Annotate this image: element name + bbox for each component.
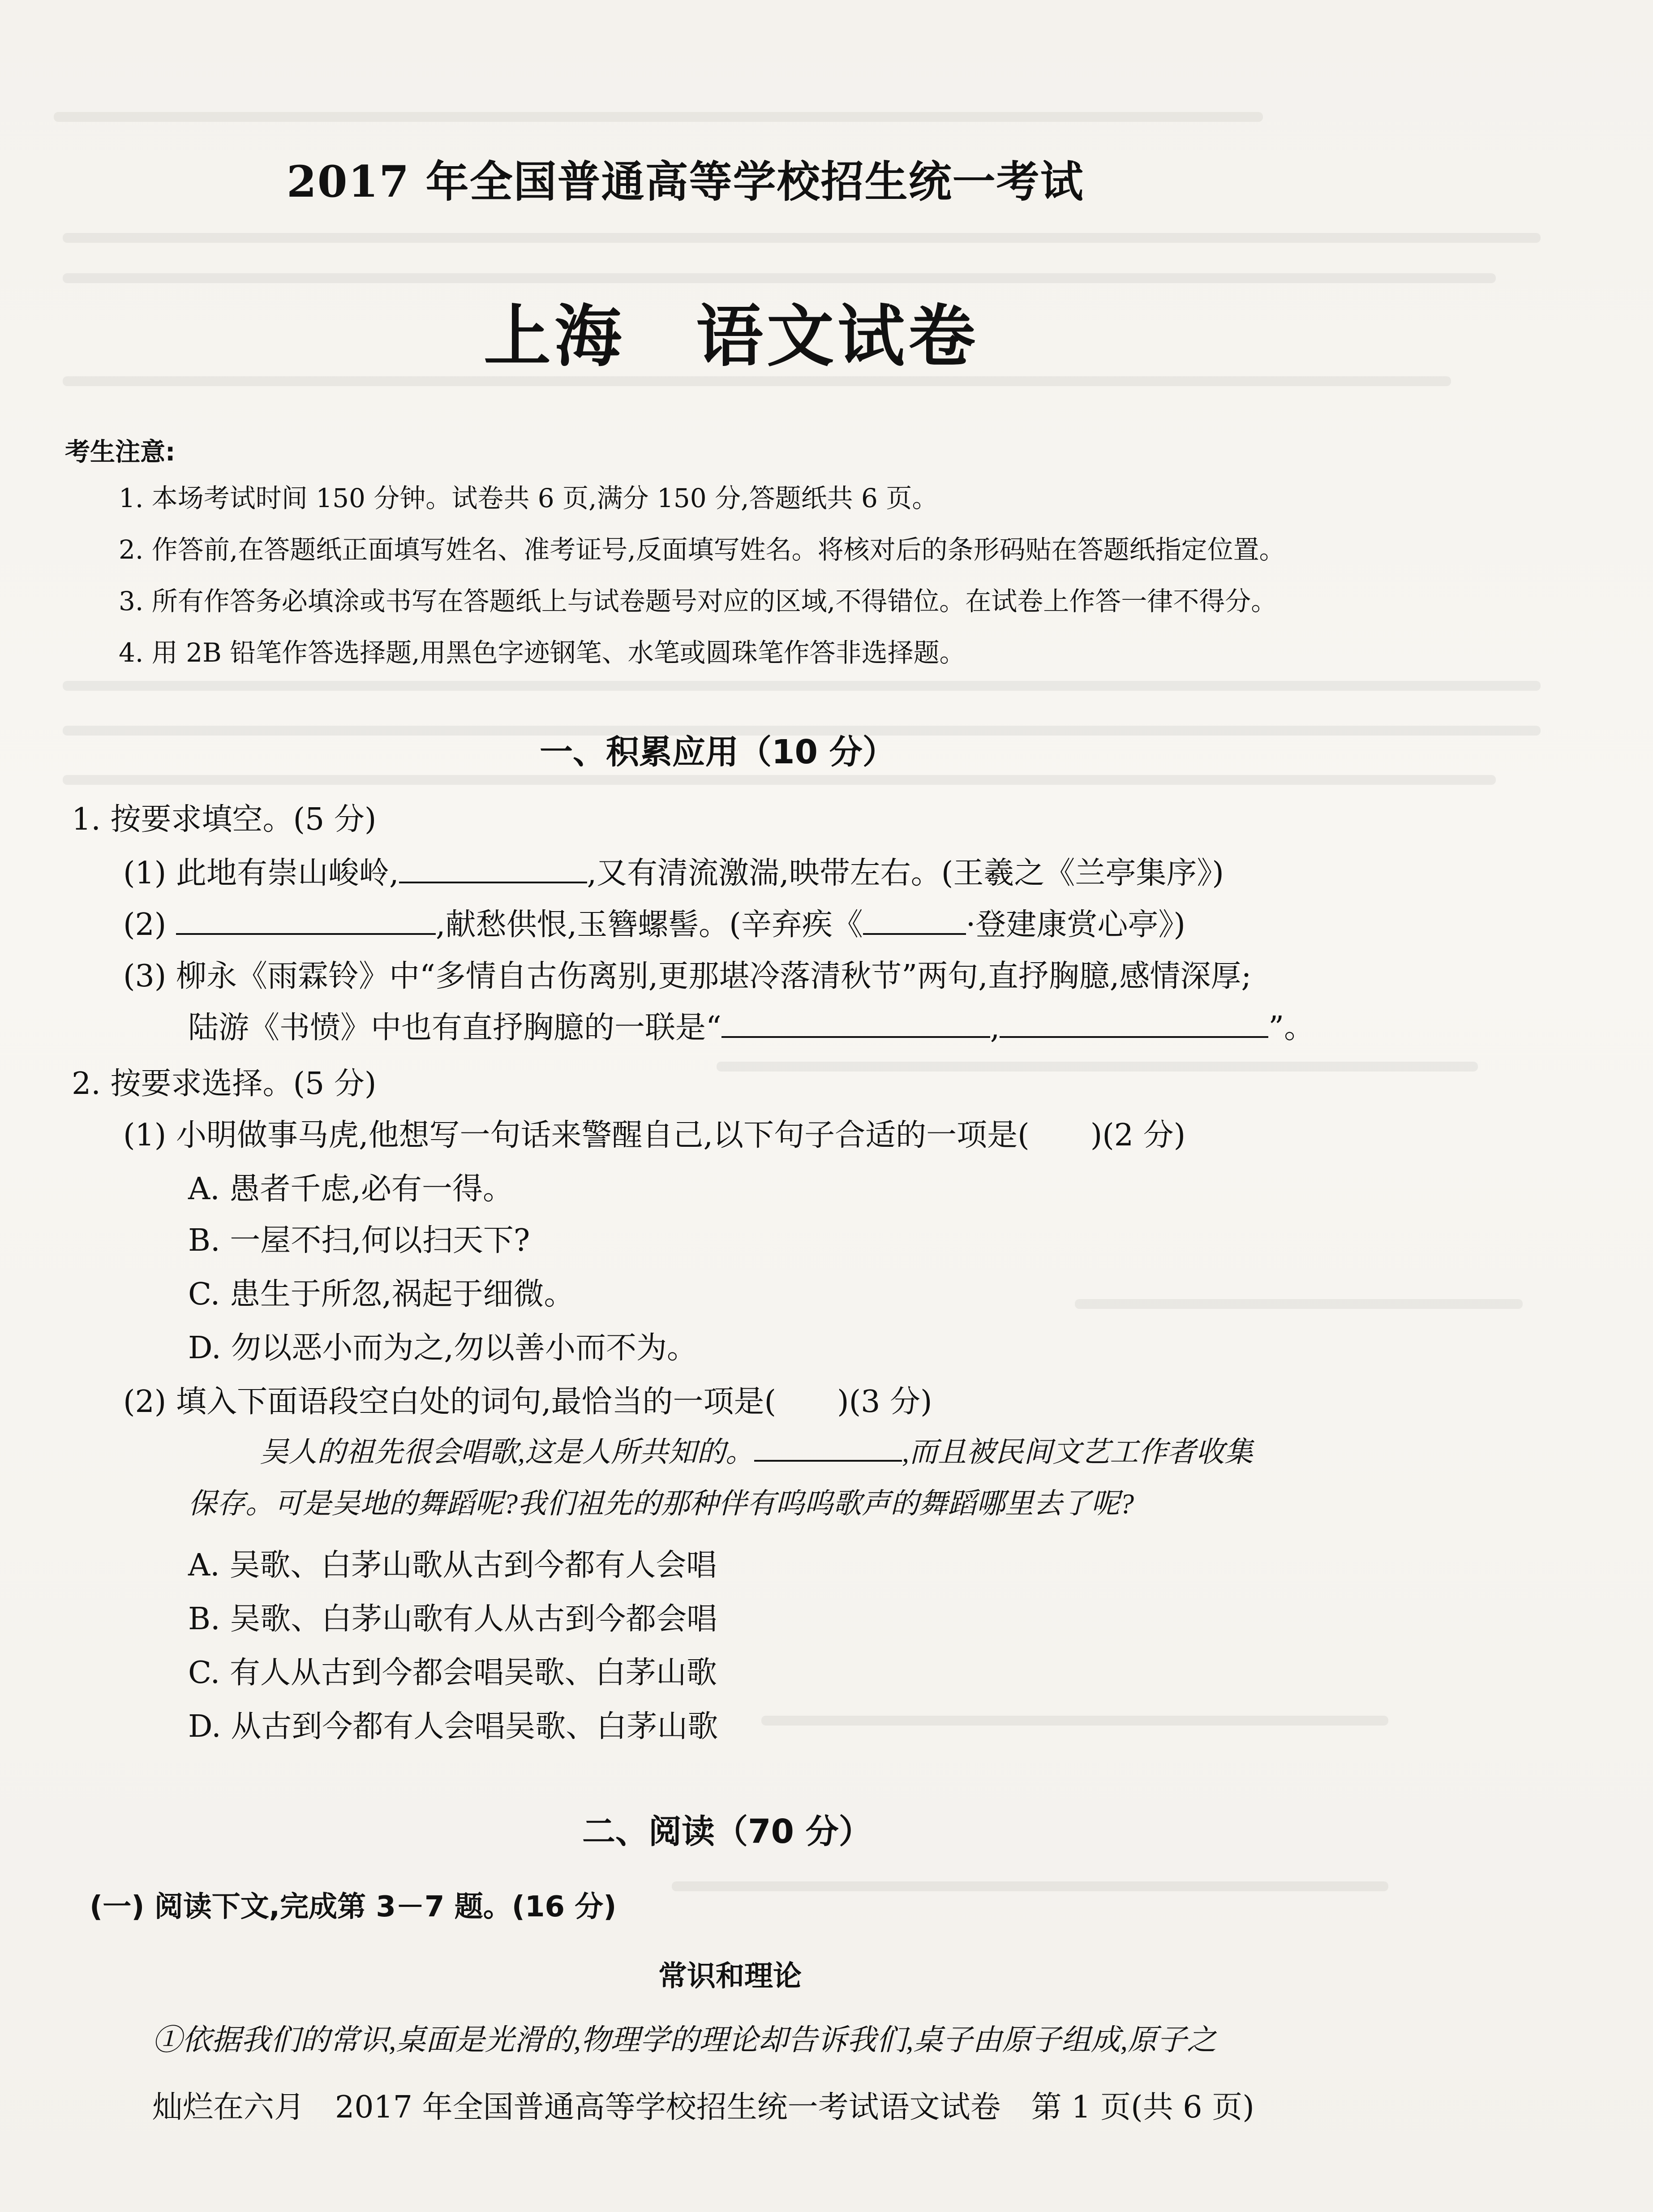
question-2-1-option-b[interactable]: B. 一屋不扫,何以扫天下? (188, 1223, 530, 1258)
question-1-item-3-suffix: ”。 (1268, 1010, 1315, 1046)
notice-item: 2. 作答前,在答题纸正面填写姓名、准考证号,反面填写姓名。将核对后的条形码贴在答题纸指定位置。 (119, 534, 1285, 565)
question-1-item-3-line-1: (3) 柳永《雨霖铃》中“多情自古伤离别,更那堪冷落清秋节”两句,直抒胸臆,感情深厚; (123, 959, 1252, 994)
bleed-through-line (1075, 1299, 1523, 1309)
question-2-1-option-d[interactable]: D. 勿以恶小而为之,勿以善小而不为。 (188, 1330, 697, 1366)
notice-heading: 考生注意: (65, 438, 176, 467)
question-2-2-option-a[interactable]: A. 吴歌、白茅山歌从古到今都有人会唱 (188, 1548, 717, 1583)
bleed-through-line (761, 1716, 1388, 1726)
question-1-item-2-suffix: ·登建康赏心亭》) (966, 907, 1185, 942)
bleed-through-line (63, 233, 1541, 243)
bleed-through-line (54, 112, 1263, 122)
answer-blank[interactable] (176, 929, 436, 935)
question-1-item-2 (123, 900, 1185, 944)
answer-blank[interactable] (863, 929, 966, 935)
article-paragraph-1: ①依据我们的常识,桌面是光滑的,物理学的理论却告诉我们,桌子由原子组成,原子之 (152, 2024, 1216, 2057)
question-1-item-1 (123, 849, 1224, 892)
passage-prefix: 吴人的祖先很会唱歌,这是人所共知的。 (260, 1436, 754, 1468)
section-1-heading: 一、积累应用（10 分） (540, 733, 896, 771)
question-1-item-3-prefix: 陆游《书愤》中也有直抒胸臆的一联是“ (188, 1010, 721, 1046)
question-2-2-passage-line-2: 保存。可是吴地的舞蹈呢?我们祖先的那种伴有呜呜歌声的舞蹈哪里去了呢? (188, 1488, 1134, 1519)
answer-blank[interactable] (399, 877, 587, 883)
exam-subtitle: 上海 语文试卷 (484, 298, 979, 376)
question-2-1-option-c[interactable]: C. 患生于所忽,祸起于细微。 (188, 1277, 575, 1312)
notice-item: 4. 用 2B 铅笔作答选择题,用黑色字迹钢笔、水笔或圆珠笔作答非选择题。 (119, 637, 966, 668)
question-1-item-3-separator: , (990, 1010, 1000, 1046)
section-2-heading: 二、阅读（70 分） (582, 1812, 872, 1851)
question-2-1-option-a[interactable]: A. 愚者千虑,必有一得。 (188, 1171, 513, 1207)
question-1-item-2-label: (2) (123, 907, 167, 942)
reading-part-1-instruction: (一) 阅读下文,完成第 3－7 题。(16 分) (90, 1890, 617, 1924)
notice-item: 3. 所有作答务必填涂或书写在答题纸上与试卷题号对应的区域,不得错位。在试卷上作答一律不得分。 (119, 586, 1277, 616)
question-1-item-1-suffix: ,又有清流激湍,映带左右。(王羲之《兰亭集序》) (587, 856, 1224, 891)
answer-blank[interactable] (721, 1032, 990, 1038)
question-1-stem: 1. 按要求填空。(5 分) (72, 802, 377, 837)
bleed-through-line (63, 273, 1496, 283)
page-footer: 灿烂在六月 2017 年全国普通高等学校招生统一考试语文试卷 第 1 页(共 6 页) (152, 2090, 1254, 2125)
question-2-2-passage-line-1 (260, 1429, 1253, 1470)
question-2-2-option-c[interactable]: C. 有人从古到今都会唱吴歌、白茅山歌 (188, 1655, 717, 1691)
article-title: 常识和理论 (658, 1960, 802, 1993)
question-2-1-stem: (1) 小明做事马虎,他想写一句话来警醒自己,以下句子合适的一项是( )(2 分) (123, 1118, 1186, 1153)
question-1-item-1-prefix: (1) 此地有崇山峻岭, (123, 856, 399, 891)
question-2-2-option-b[interactable]: B. 吴歌、白茅山歌有人从古到今都会唱 (188, 1601, 717, 1637)
bleed-through-line (717, 1062, 1478, 1072)
passage-suffix: ,而且被民间文艺工作者收集 (902, 1436, 1253, 1468)
bleed-through-line (63, 775, 1496, 785)
question-1-item-2-middle: ,献愁供恨,玉簪螺髻。(辛弃疾《 (435, 907, 863, 942)
bleed-through-line (63, 681, 1541, 691)
answer-blank[interactable] (754, 1455, 902, 1462)
answer-blank[interactable] (1000, 1032, 1268, 1038)
bleed-through-line (672, 1881, 1388, 1891)
notice-item: 1. 本场考试时间 150 分钟。试卷共 6 页,满分 150 分,答题纸共 6 页。 (119, 483, 938, 513)
exam-title: 2017 年全国普通高等学校招生统一考试 (287, 156, 1084, 207)
question-2-2-option-d[interactable]: D. 从古到今都有人会唱吴歌、白茅山歌 (188, 1709, 718, 1744)
question-1-item-3-line-2 (188, 1003, 1314, 1047)
question-2-stem: 2. 按要求选择。(5 分) (72, 1066, 377, 1102)
question-2-2-stem: (2) 填入下面语段空白处的词句,最恰当的一项是( )(3 分) (123, 1384, 932, 1420)
